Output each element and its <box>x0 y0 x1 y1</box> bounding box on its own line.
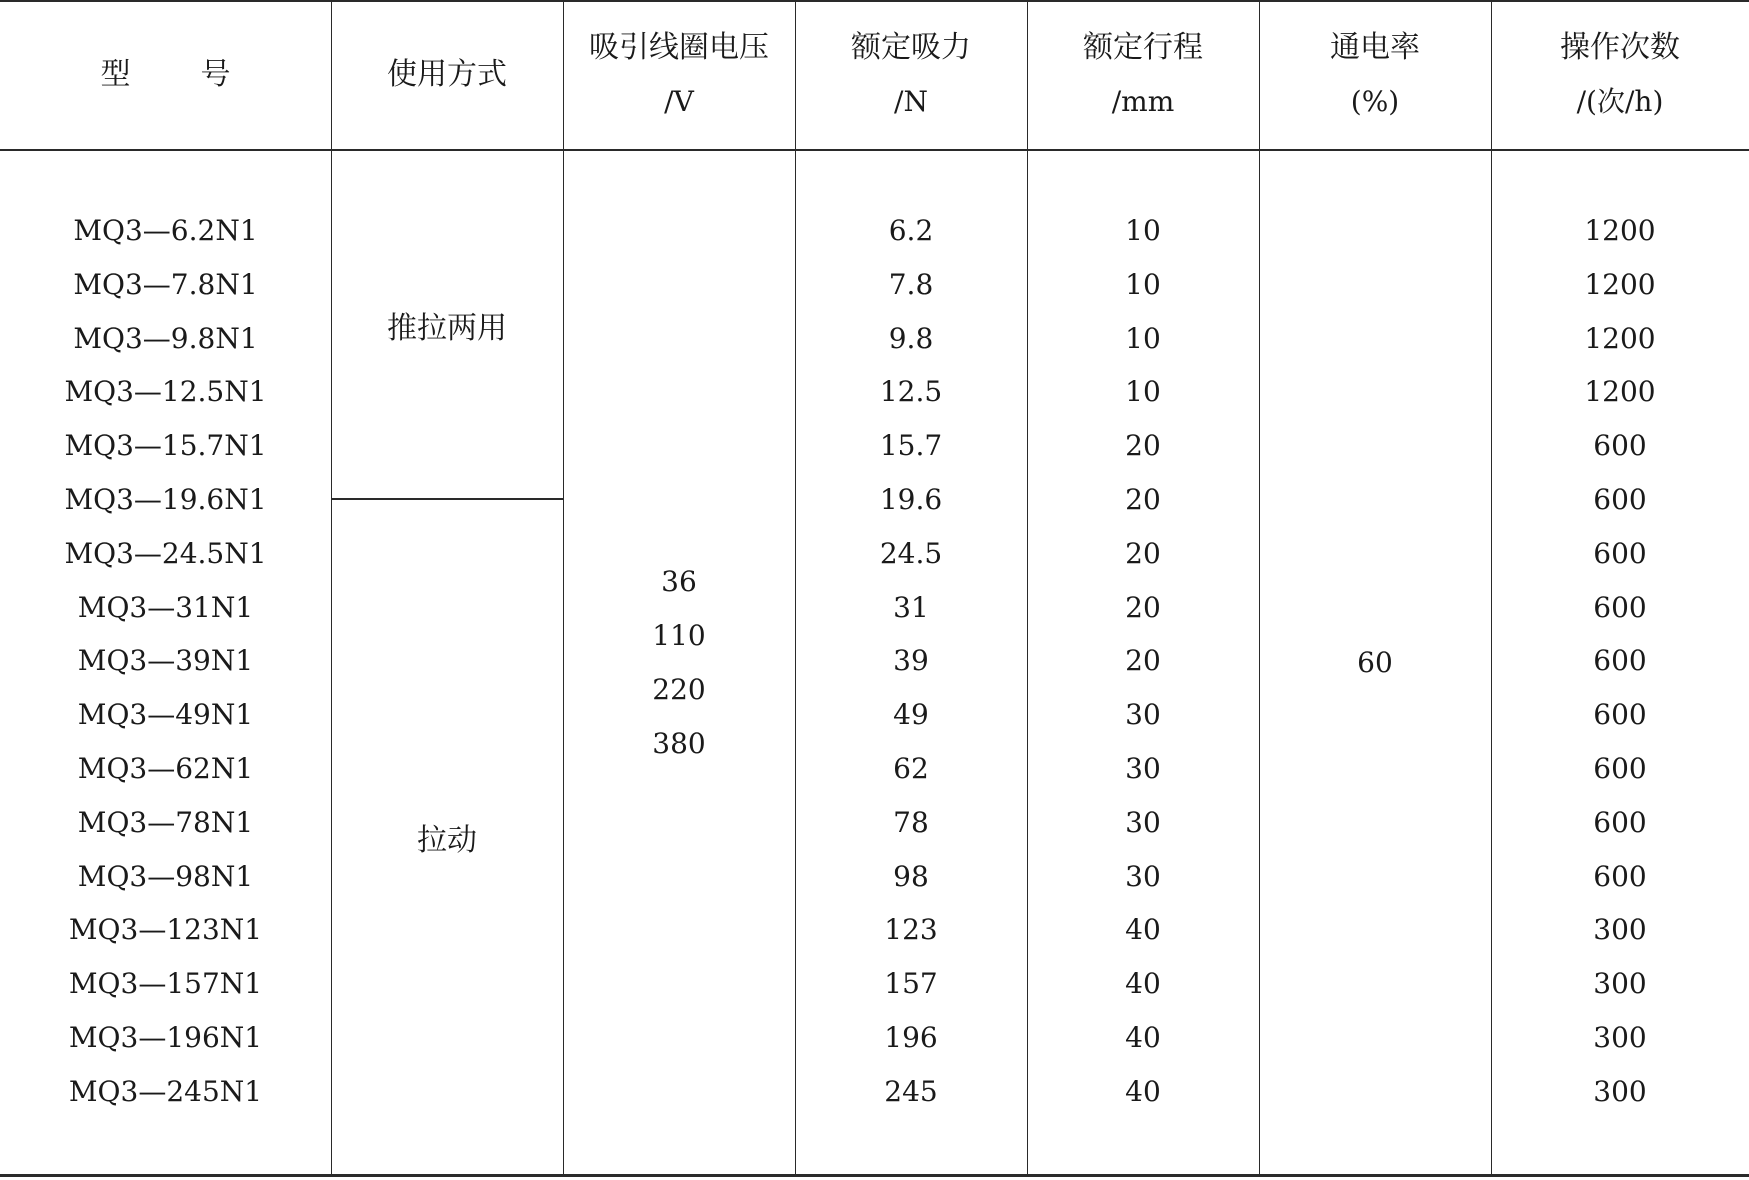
header-ops-label: 操作次数 <box>1560 30 1680 65</box>
header-model-char-2: 号 <box>200 57 231 92</box>
stroke-cell: 20 <box>1125 536 1161 570</box>
stroke-cell: 20 <box>1125 482 1161 516</box>
ops-cell: 600 <box>1593 644 1647 678</box>
stroke-cell: 40 <box>1125 1020 1161 1054</box>
ops-cell: 300 <box>1593 967 1647 1001</box>
ops-cell: 1200 <box>1584 214 1656 247</box>
bottom-rule <box>0 1174 1749 1177</box>
header-voltage <box>563 0 795 150</box>
force-cell: 78 <box>893 805 929 839</box>
force-column <box>795 204 1027 1119</box>
usage-push-pull <box>331 151 563 498</box>
model-cell: MQ3—196N1 <box>68 1020 263 1054</box>
ops-cell: 300 <box>1593 1020 1647 1054</box>
model-cell: MQ3—7.8N1 <box>73 267 258 301</box>
force-cell: 7.8 <box>888 267 934 301</box>
model-cell: MQ3—49N1 <box>77 698 254 732</box>
ops-cell: 600 <box>1593 698 1647 732</box>
force-cell: 196 <box>884 1020 938 1054</box>
force-cell: 98 <box>893 859 929 893</box>
model-cell: MQ3—62N1 <box>77 751 254 785</box>
ops-cell: 600 <box>1593 482 1647 516</box>
header-force <box>795 0 1027 150</box>
model-cell: MQ3—31N1 <box>77 590 254 624</box>
stroke-cell: 10 <box>1125 321 1161 355</box>
header-duty-unit: (%) <box>1350 85 1400 118</box>
ops-cell: 1200 <box>1584 321 1656 355</box>
model-cell: MQ3—24.5N1 <box>64 536 267 570</box>
model-cell: MQ3—19.6N1 <box>64 482 267 516</box>
header-voltage-unit: /V <box>664 85 694 118</box>
model-cell: MQ3—6.2N1 <box>73 214 258 247</box>
ops-cell: 600 <box>1593 429 1647 463</box>
model-cell: MQ3—9.8N1 <box>73 321 258 355</box>
header-model <box>0 0 331 150</box>
force-cell: 12.5 <box>879 375 943 409</box>
force-cell: 24.5 <box>879 536 943 570</box>
ops-cell: 300 <box>1593 913 1647 947</box>
stroke-cell: 10 <box>1125 267 1161 301</box>
stroke-cell: 10 <box>1125 375 1161 409</box>
force-cell: 39 <box>893 644 929 678</box>
force-cell: 6.2 <box>888 214 934 247</box>
force-cell: 62 <box>893 751 929 785</box>
force-cell: 123 <box>884 913 938 947</box>
ops-cell: 600 <box>1593 590 1647 624</box>
stroke-cell: 40 <box>1125 1074 1161 1108</box>
model-cell: MQ3—123N1 <box>68 913 263 947</box>
model-cell: MQ3—15.7N1 <box>64 429 267 463</box>
stroke-cell: 40 <box>1125 913 1161 947</box>
header-ops <box>1491 0 1749 150</box>
stroke-cell: 30 <box>1125 751 1161 785</box>
ops-cell: 300 <box>1593 1074 1647 1108</box>
stroke-cell: 40 <box>1125 967 1161 1001</box>
stroke-cell: 30 <box>1125 859 1161 893</box>
stroke-cell: 20 <box>1125 644 1161 678</box>
header-force-unit: /N <box>894 85 928 118</box>
header-ops-unit: /(次/h) <box>1576 85 1664 118</box>
usage-push-pull-label: 推拉两用 <box>387 310 507 346</box>
ops-cell: 600 <box>1593 751 1647 785</box>
stroke-cell: 20 <box>1125 429 1161 463</box>
duty-rate <box>1259 151 1491 1174</box>
force-cell: 15.7 <box>879 429 943 463</box>
model-cell: MQ3—78N1 <box>77 805 254 839</box>
duty-rate-value: 60 <box>1357 646 1393 679</box>
header-voltage-label: 吸引线圈电压 <box>589 30 769 65</box>
force-cell: 19.6 <box>879 482 943 516</box>
header-force-label: 额定吸力 <box>851 30 971 65</box>
model-cell: MQ3—12.5N1 <box>64 375 267 409</box>
voltage-value: 380 <box>652 726 706 760</box>
ops-cell: 1200 <box>1584 267 1656 301</box>
model-column <box>0 204 331 1119</box>
force-cell: 245 <box>884 1074 938 1108</box>
voltage-value: 220 <box>652 672 706 706</box>
force-cell: 31 <box>893 590 929 624</box>
ops-cell: 600 <box>1593 859 1647 893</box>
header-duty <box>1259 0 1491 150</box>
ops-cell: 1200 <box>1584 375 1656 409</box>
model-cell: MQ3—98N1 <box>77 859 254 893</box>
header-usage <box>331 0 563 150</box>
model-cell: MQ3—39N1 <box>77 644 254 678</box>
usage-pull <box>331 500 563 1174</box>
header-stroke <box>1027 0 1259 150</box>
voltage-values <box>563 151 795 1174</box>
force-cell: 157 <box>884 967 938 1001</box>
ops-cell: 600 <box>1593 536 1647 570</box>
voltage-value: 36 <box>661 564 697 598</box>
header-usage-label: 使用方式 <box>387 57 507 92</box>
ops-cell: 600 <box>1593 805 1647 839</box>
stroke-cell: 30 <box>1125 698 1161 732</box>
stroke-column <box>1027 204 1259 1119</box>
stroke-cell: 30 <box>1125 805 1161 839</box>
stroke-cell: 10 <box>1125 214 1161 247</box>
model-cell: MQ3—157N1 <box>68 967 263 1001</box>
header-duty-label: 通电率 <box>1330 30 1420 65</box>
ops-column <box>1491 204 1749 1119</box>
force-cell: 49 <box>893 698 929 732</box>
header-stroke-label: 额定行程 <box>1083 30 1203 65</box>
voltage-value: 110 <box>652 618 706 652</box>
force-cell: 9.8 <box>888 321 934 355</box>
header-model-char-1: 型 <box>100 57 131 92</box>
header-stroke-unit: /mm <box>1111 85 1175 118</box>
stroke-cell: 20 <box>1125 590 1161 624</box>
model-cell: MQ3—245N1 <box>68 1074 263 1108</box>
usage-pull-label: 拉动 <box>417 823 477 858</box>
